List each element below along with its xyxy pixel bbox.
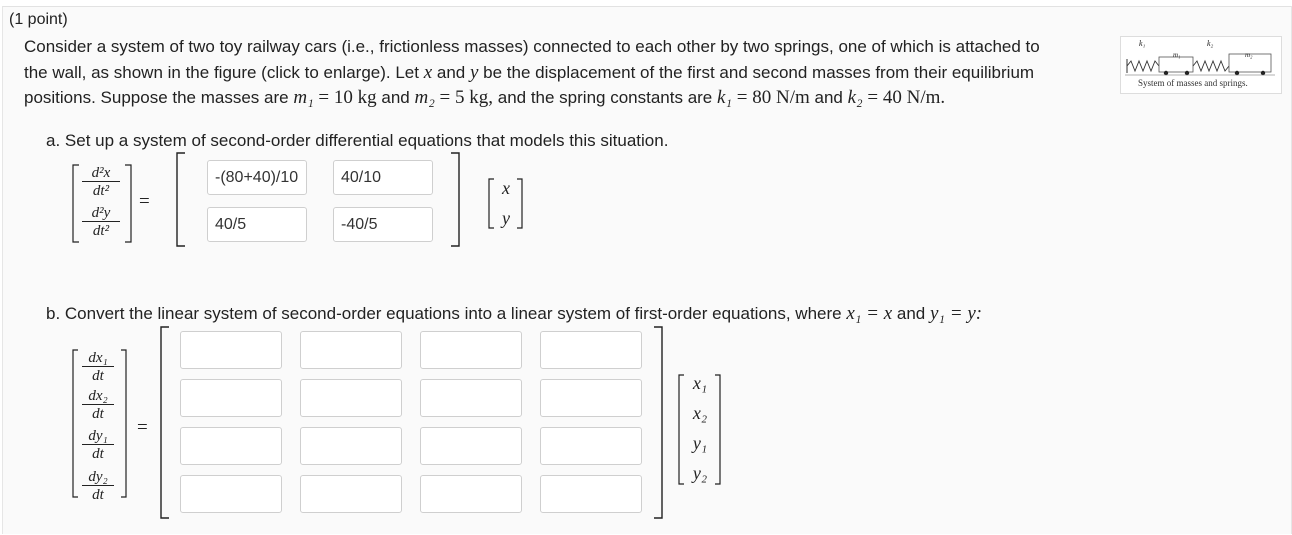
part-b-vector-y1: y₁ — [692, 433, 708, 453]
problem-line-3: positions. Suppose the masses are m₁ = 10 kg and m₂ = 5 kg, and the spring constants are k₁ = 80 N/m and k₂ = 40 N/m. — [24, 87, 946, 108]
part-a-vector-x: x — [502, 178, 510, 198]
spring-1-icon — [1127, 61, 1159, 71]
matrix-a-cell-2-1[interactable] — [207, 207, 307, 242]
part-b-prompt: b. Convert the linear system of second-order equations into a linear system of first-order equations, where x₁ = x and y₁ = y: — [46, 303, 983, 324]
matrix-b-cell-4-1[interactable] — [180, 475, 282, 513]
part-a-lhs-2: $\frac{\text{d²y}}{\text{dt²}}$ — [82, 205, 120, 239]
matrix-a-cell-1-2[interactable] — [333, 160, 433, 195]
problem-line-2: the wall, as shown in the figure (click to enlarge). Let x and y be the displacement of the first and second masses from their equilibrium — [24, 62, 1035, 83]
part-b-lhs-2: $\frac{\text{dx₂}}{dt}$ — [82, 388, 114, 422]
matrix-b-cell-4-4[interactable] — [540, 475, 642, 513]
spring-2-icon — [1193, 61, 1229, 71]
matrix-a-cell-1-1[interactable] — [207, 160, 307, 195]
mass-1-icon — [1159, 57, 1193, 72]
part-a-vector-y: y — [502, 208, 510, 228]
figure-label-k2: k₂ — [1207, 39, 1214, 48]
matrix-b-cell-2-3[interactable] — [420, 379, 522, 417]
figure-caption: System of masses and springs. — [1138, 78, 1248, 88]
matrix-b-cell-4-3[interactable] — [420, 475, 522, 513]
springs-figure-thumbnail[interactable] — [1120, 36, 1282, 94]
problem-line-1: Consider a system of two toy railway cars (i.e., frictionless masses) connected to each other by two springs, one of which is attached to — [24, 37, 1040, 56]
part-b-lhs-1: $\frac{\text{dx₁}}{dt}$ — [82, 350, 114, 384]
matrix-b-cell-4-2[interactable] — [300, 475, 402, 513]
figure-label-k1: k₁ — [1139, 39, 1146, 48]
matrix-b-cell-1-2[interactable] — [300, 331, 402, 369]
matrix-b-cell-2-4[interactable] — [540, 379, 642, 417]
matrix-a-cell-2-2[interactable] — [333, 207, 433, 242]
matrix-b-cell-2-1[interactable] — [180, 379, 282, 417]
matrix-b-cell-3-2[interactable] — [300, 427, 402, 465]
part-b-vector-x2: x₂ — [692, 403, 708, 423]
matrix-b-cell-1-4[interactable] — [540, 331, 642, 369]
matrix-b-cell-2-2[interactable] — [300, 379, 402, 417]
part-a-prompt: a. Set up a system of second-order differential equations that models this situation. — [46, 131, 669, 150]
part-b-vector-x1: x₁ — [692, 373, 708, 393]
figure-label-m2: m₂ — [1245, 51, 1253, 59]
part-b-lhs-3: $\frac{\text{dy₁}}{dt}$ — [82, 428, 114, 462]
matrix-b-cell-1-3[interactable] — [420, 331, 522, 369]
part-b-equals: = — [137, 417, 148, 438]
part-a-equals: = — [139, 191, 150, 212]
matrix-b-cell-3-4[interactable] — [540, 427, 642, 465]
part-b-lhs-4: $\frac{\text{dy₂}}{dt}$ — [82, 469, 114, 503]
part-b-vector-y2: y₂ — [692, 463, 708, 483]
matrix-b-cell-3-3[interactable] — [420, 427, 522, 465]
figure-label-m1: m₁ — [1173, 51, 1181, 59]
points-label: (1 point) — [9, 11, 68, 28]
matrix-b-cell-3-1[interactable] — [180, 427, 282, 465]
part-a-lhs-1: $\frac{\text{d²x}}{\text{dt²}}$ — [82, 165, 120, 199]
matrix-b-cell-1-1[interactable] — [180, 331, 282, 369]
